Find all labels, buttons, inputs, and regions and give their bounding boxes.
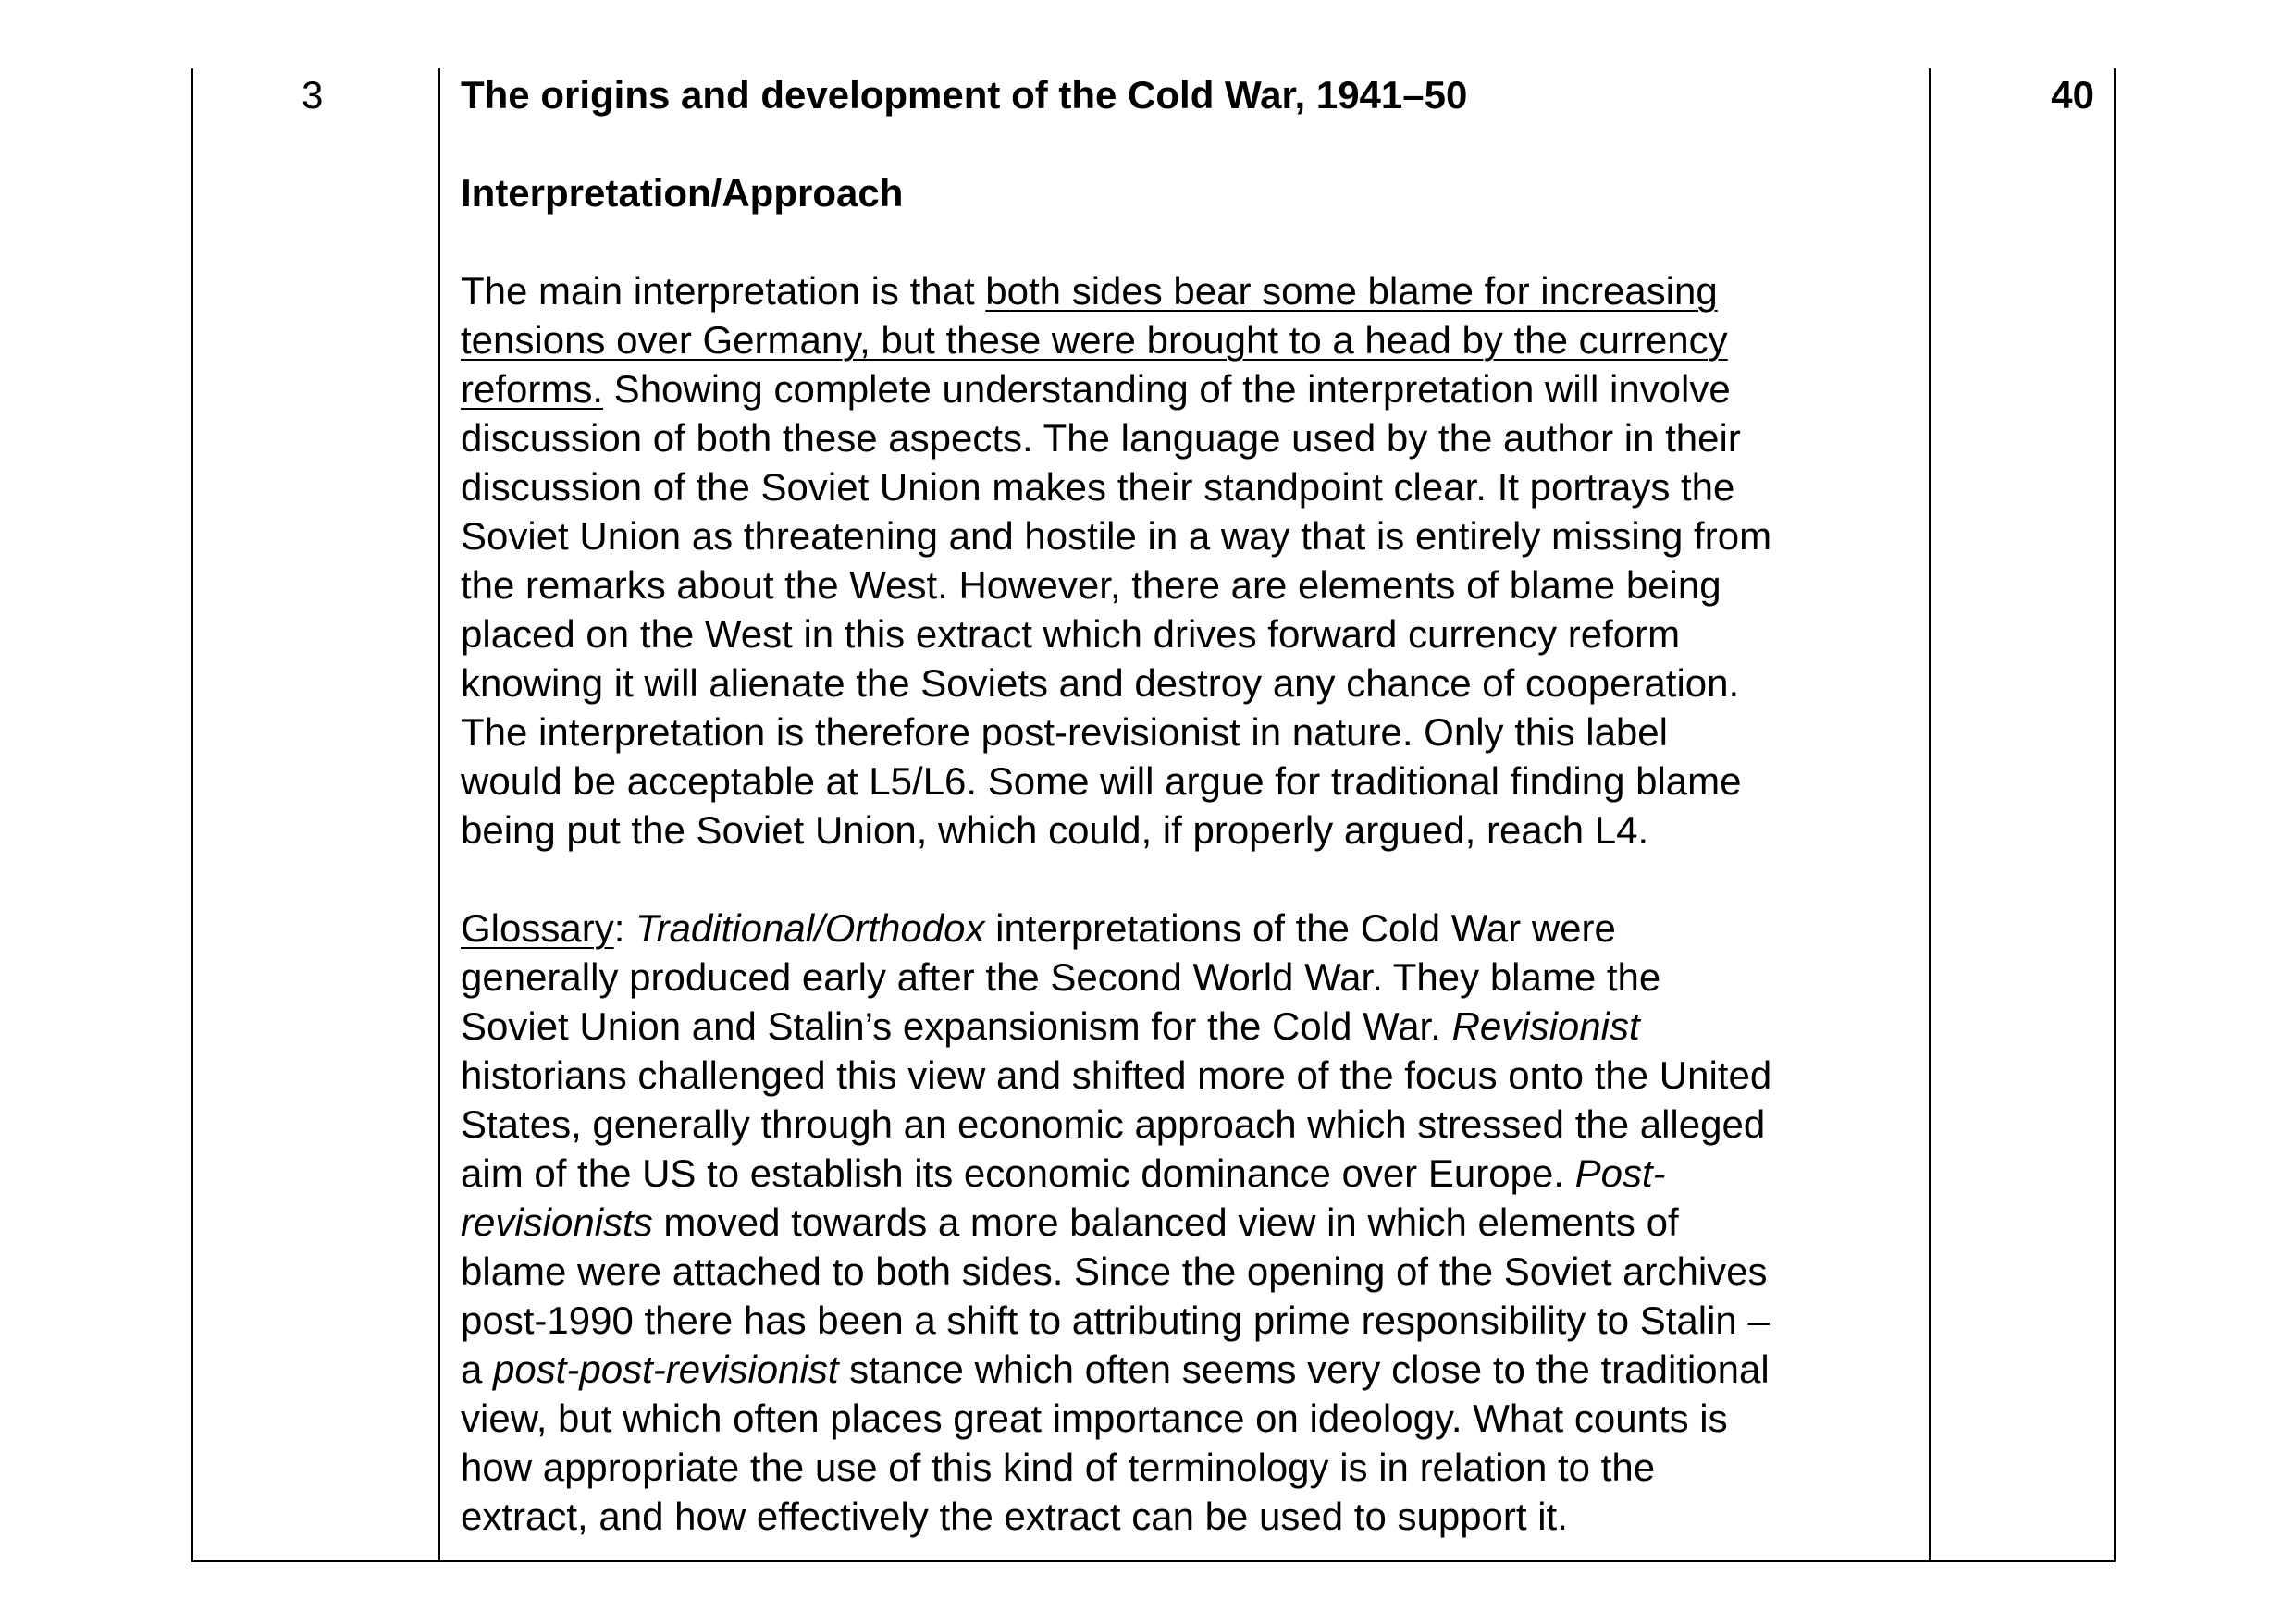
term-post-revisionist: Post- [1574,1151,1666,1195]
glossary-line: extract, and how effectively the extract can be used to support it. [461,1495,1568,1538]
table-divider-1 [438,68,440,1562]
glossary-paragraph [461,904,1913,1541]
table-border-right [2114,68,2116,1562]
interpretation-line: Soviet Union as threatening and hostile in a way that is entirely missing from [461,514,1772,558]
glossary-text: interpretations of the Cold War were [984,906,1616,950]
interpretation-line [461,315,1913,364]
interpretation-line: would be acceptable at L5/L6. Some will argue for traditional finding blame [461,759,1742,803]
glossary-line: generally produced early after the Second World War. They blame the [461,955,1661,999]
term-revisionist: Revisionist [1451,1004,1640,1048]
term-traditional: Traditional/Orthodox [635,906,985,950]
glossary-text: aim of the US to establish its economic dominance over Europe. [461,1151,1575,1195]
question-number: 3 [302,73,324,117]
interpretation-line [461,266,1913,315]
underlined-interpretation: both sides bear some blame for increasing [985,269,1718,313]
glossary-line [461,1149,1913,1198]
glossary-label: Glossary [461,906,614,950]
glossary-line: post-1990 there has been a shift to attributing prime responsibility to Stalin – [461,1298,1770,1342]
glossary-line: historians challenged this view and shifted more of the focus onto the United [461,1053,1772,1097]
glossary-line: how appropriate the use of this kind of terminology is in relation to the [461,1446,1656,1489]
question-marks: 40 [2051,73,2094,117]
interpretation-line: placed on the West in this extract which drives forward currency reform [461,612,1681,656]
table-divider-2 [1929,68,1931,1562]
table-border-bottom [191,1560,2116,1562]
glossary-text: a [461,1347,494,1391]
glossary-line [461,1198,1913,1247]
glossary-text: moved towards a more balanced view in which elements of [652,1200,1679,1244]
glossary-text: stance which often seems very close to the traditional [838,1347,1770,1391]
table-border-left [191,68,193,1562]
term-post-revisionist: revisionists [461,1200,653,1244]
interpretation-text: Showing complete understanding of the interpretation will involve [603,367,1731,411]
glossary-line [461,1345,1913,1394]
interpretation-line: the remarks about the West. However, there are elements of blame being [461,563,1721,607]
glossary-text: Soviet Union and Stalin’s expansionism for the Cold War. [461,1004,1452,1048]
interpretation-line: knowing it will alienate the Soviets and destroy any chance of cooperation. [461,661,1740,705]
glossary-line: view, but which often places great importance on ideology. What counts is [461,1396,1728,1440]
glossary-line [461,904,1913,953]
glossary-colon: : [613,906,636,950]
underlined-interpretation: reforms. [461,367,604,411]
interpretation-line [461,364,1913,413]
interpretation-line: discussion of both these aspects. The language used by the author in their [461,416,1741,460]
question-title: The origins and development of the Cold War, 1941–50 [461,73,1468,117]
interpretation-line: being put the Soviet Union, which could, if properly argued, reach L4. [461,808,1649,852]
section-heading: Interpretation/Approach [461,171,904,215]
glossary-line [461,1002,1913,1051]
term-post-post-revisionist: post-post-revisionist [493,1347,839,1391]
interpretation-line: discussion of the Soviet Union makes their standpoint clear. It portrays the [461,465,1735,509]
interpretation-line: The interpretation is therefore post-revisionist in nature. Only this label [461,710,1668,754]
glossary-line: blame were attached to both sides. Since the opening of the Soviet archives [461,1249,1768,1293]
underlined-interpretation: tensions over Germany, but these were brought to a head by the currency [461,318,1728,362]
interpretation-lead: The main interpretation is that [461,269,986,313]
interpretation-paragraph [461,266,1913,855]
guidance-cell [461,70,1913,1541]
glossary-line: States, generally through an economic approach which stressed the alleged [461,1102,1766,1146]
